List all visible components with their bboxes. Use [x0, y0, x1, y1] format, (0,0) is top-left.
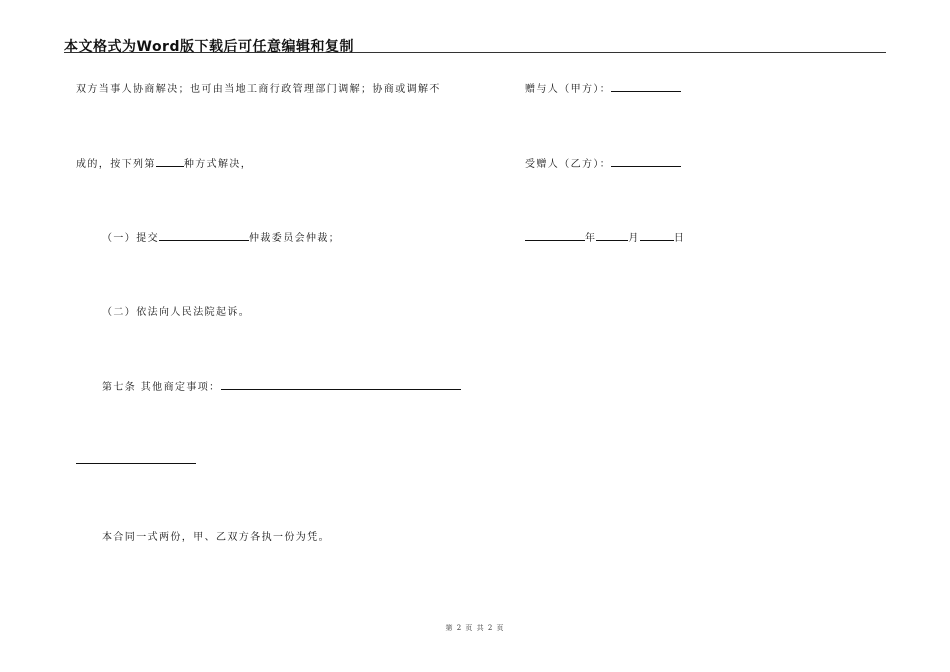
arbitration-committee-blank [159, 230, 249, 241]
header-divider [64, 52, 886, 53]
month-label: 月 [628, 233, 640, 244]
article-seven-line [102, 378, 461, 393]
day-label: 日 [673, 233, 686, 244]
option-one-line [102, 229, 340, 244]
year-blank [525, 230, 585, 241]
month-blank [596, 230, 628, 241]
document-header-title: 本文格式为Word版下载后可任意编辑和复制 [64, 39, 354, 55]
option-two-line: （二）依法向人民法院起诉。 [102, 307, 251, 318]
donor-signature-line [525, 80, 681, 95]
donor-label: 赠与人（甲方）： [525, 84, 612, 95]
other-matters-continuation-blank [76, 463, 196, 464]
year-label: 年 [585, 233, 597, 244]
clause-text-line-2 [76, 155, 252, 170]
clause-text-line-2-start: 成的，按下列第 [76, 159, 156, 170]
donor-signature-blank [611, 81, 681, 92]
option-one-end: 仲裁委员会仲裁； [249, 233, 341, 244]
copies-statement-line: 本合同一式两份，甲、乙双方各执一份为凭。 [102, 532, 330, 543]
page-number-footer: 第 2 页 共 2 页 [445, 624, 505, 632]
donee-label: 受赠人（乙方）： [525, 159, 612, 170]
date-line [525, 229, 685, 244]
donee-signature-line [525, 155, 681, 170]
method-number-blank [156, 156, 184, 167]
day-blank [640, 230, 674, 241]
article-seven-label: 第七条 其他商定事项： [102, 382, 221, 393]
option-one-start: （一）提交 [102, 233, 159, 244]
clause-text-line-2-end: 种方式解决， [183, 159, 253, 170]
clause-text-line-1: 双方当事人协商解决；也可由当地工商行政管理部门调解；协商或调解不 [76, 84, 441, 95]
other-matters-blank [221, 379, 461, 390]
donee-signature-blank [611, 156, 681, 167]
